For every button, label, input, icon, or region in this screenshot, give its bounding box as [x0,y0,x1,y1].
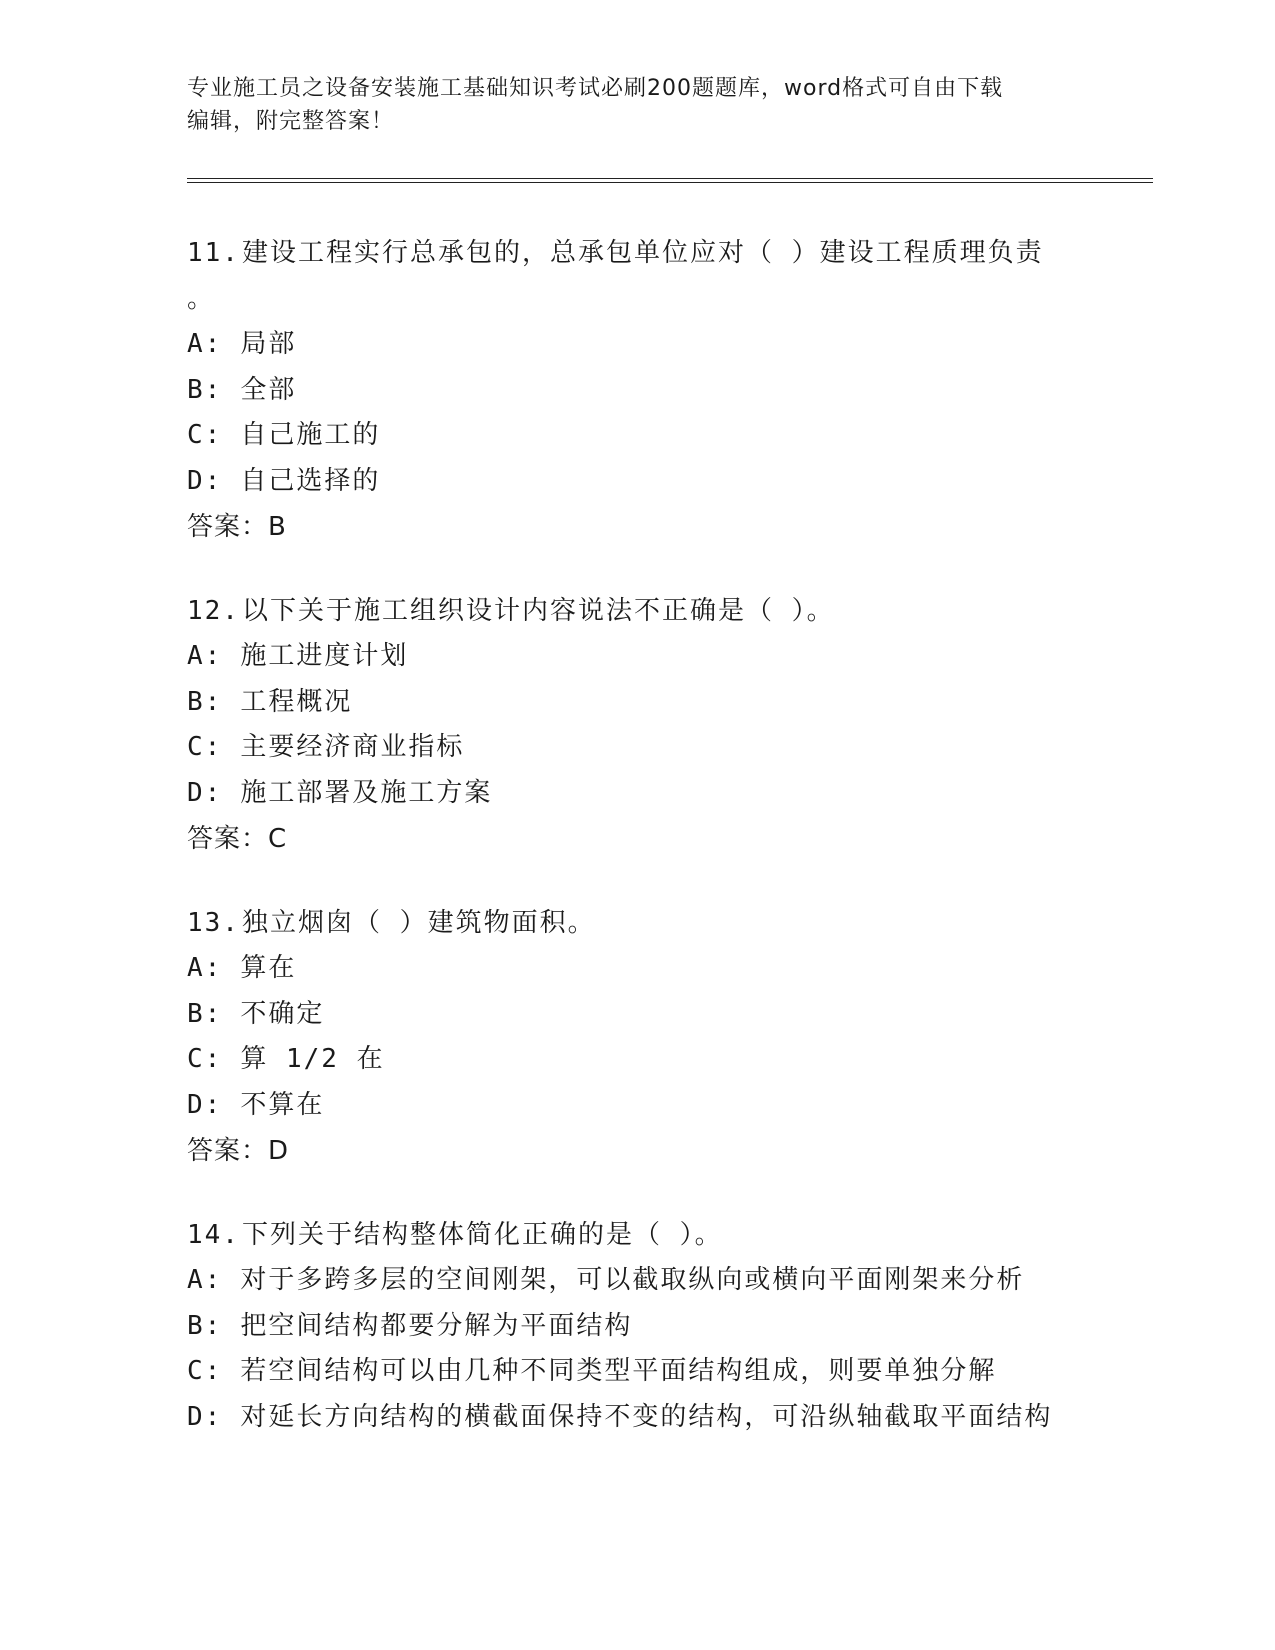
answer-value: C [268,824,288,854]
option-label: B: [187,686,223,717]
question-number: 12. [187,596,240,626]
option-label: A: [187,953,223,983]
option-b [187,1304,1107,1350]
option-text: 主要经济商业指标 [240,732,465,762]
question-stem [187,900,1107,946]
option-text: 对延长方向结构的横截面保持不变的结构，可沿纵轴截取平面结构 [240,1401,1053,1432]
option-text: 局部 [240,329,297,359]
answer-line [187,1128,1107,1174]
option-label: A: [187,1265,223,1295]
answer-prefix: 答案： [187,1136,269,1166]
option-d [187,771,1107,817]
option-c [187,413,1107,459]
option-text: 施工进度计划 [240,641,409,671]
option-label: C: [187,1044,223,1074]
answer-line [187,816,1107,862]
answer-value: B [268,512,287,542]
header-line-2: 编辑，附完整答案！ [187,109,395,134]
option-text: 施工部署及施工方案 [240,777,493,808]
question-list [187,230,1107,1478]
option-label: C: [187,732,223,762]
question-stem [187,588,1107,634]
question-text: 独立烟囱（ ）建筑物面积。 [241,908,596,938]
question-number: 14. [187,1220,240,1250]
question-number: 13. [187,908,240,938]
option-a [187,946,1107,992]
question-14 [187,1212,1107,1440]
option-b [187,680,1107,726]
option-b [187,992,1107,1038]
option-d [187,459,1107,505]
answer-prefix: 答案： [187,512,269,542]
question-stem-continued: 。 [187,284,216,314]
option-text: 把空间结构都要分解为平面结构 [240,1310,633,1341]
header-line-1: 专业施工员之设备安装施工基础知识考试必刷200题题库，word格式可自由下载 [187,76,1004,101]
answer-value: D [268,1136,290,1166]
option-d [187,1083,1107,1129]
option-a [187,1258,1107,1304]
option-label: A: [187,641,223,671]
option-text: 若空间结构可以由几种不同类型平面结构组成，则要单独分解 [240,1356,997,1386]
option-label: A: [187,329,223,359]
option-label: D: [187,777,223,808]
option-text: 全部 [240,374,297,405]
question-11 [187,230,1107,550]
question-text: 建设工程实行总承包的，总承包单位应对（ ）建设工程质理负责 [241,238,1044,268]
question-number: 11. [187,238,240,268]
option-label: B: [187,1310,223,1341]
header-divider-bottom [187,182,1153,183]
option-c [187,1037,1107,1083]
question-stem [187,230,1107,276]
question-13 [187,900,1107,1174]
option-text: 不算在 [240,1089,325,1120]
option-text: 算在 [240,953,297,983]
question-text: 以下关于施工组织设计内容说法不正确是（ ）。 [241,596,835,626]
option-text: 不确定 [240,998,325,1029]
option-c [187,1349,1107,1395]
option-label: B: [187,374,223,405]
answer-line [187,504,1107,550]
question-text: 下列关于结构整体简化正确的是（ ）。 [241,1220,723,1250]
option-b [187,368,1107,414]
header-divider-top [187,178,1153,179]
option-label: B: [187,998,223,1029]
option-label: D: [187,1089,223,1120]
option-label: D: [187,1401,223,1432]
option-a [187,322,1107,368]
option-d [187,1395,1107,1441]
option-a [187,634,1107,680]
option-text: 对于多跨多层的空间刚架，可以截取纵向或横向平面刚架来分析 [240,1265,1025,1295]
option-text: 自己选择的 [240,465,381,496]
option-label: D: [187,465,223,496]
option-label: C: [187,420,223,450]
answer-prefix: 答案： [187,824,269,854]
option-text: 工程概况 [240,686,353,717]
option-c [187,725,1107,771]
question-stem [187,1212,1107,1258]
option-text: 算 1/2 在 [240,1044,385,1074]
option-label: C: [187,1356,223,1386]
question-12 [187,588,1107,862]
option-text: 自己施工的 [240,420,381,450]
document-header [187,72,1087,138]
